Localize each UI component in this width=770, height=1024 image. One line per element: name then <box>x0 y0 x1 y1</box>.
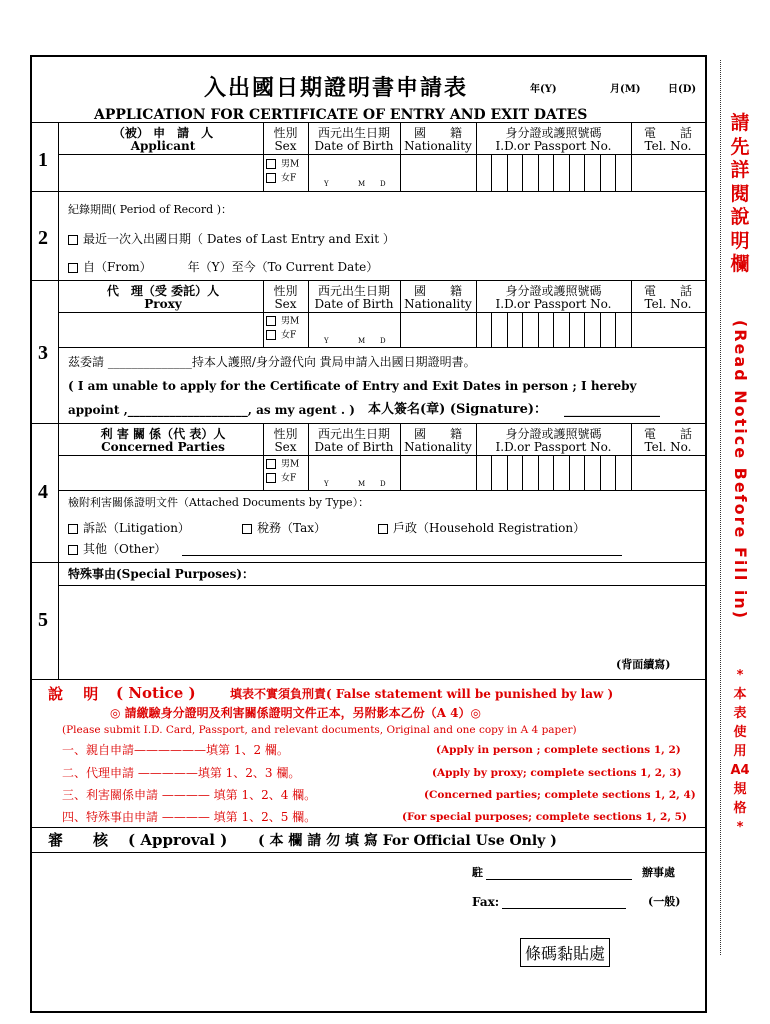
tel-header: 電 話 <box>643 126 692 140</box>
household-option[interactable]: 戶政（Household Registration） <box>378 522 585 534</box>
tax-option[interactable]: 稅務（Tax） <box>242 522 326 534</box>
dob-header: 西元出生日期 <box>317 284 390 298</box>
false-statement-warning: 填表不實須負刑責( False statement will be punished by law ) <box>230 687 614 701</box>
rule-2-zh: 二、代理申請 —————填第 1、2、3 欄。 <box>62 766 301 780</box>
id-header: 身分證或護照號碼 <box>505 284 602 298</box>
application-form <box>30 55 707 1013</box>
section-1-label-zh: （被） 申 請 人 <box>112 126 214 140</box>
checkbox[interactable] <box>242 524 252 534</box>
signature-line[interactable]: ________________ <box>564 403 660 417</box>
id-header-en: I.D.or Passport No. <box>495 139 612 153</box>
sex-male-option[interactable]: 男M <box>266 459 299 470</box>
title-month: 月(M) <box>610 84 641 95</box>
tel-header-en: Tel. No. <box>644 440 692 454</box>
other-option[interactable]: 其他（Other） <box>68 543 166 555</box>
nationality-header: 國 籍 <box>413 427 462 441</box>
checkbox[interactable] <box>266 330 276 340</box>
form-title-zh: 入出國日期證明書申請表 <box>204 75 469 101</box>
side-notice-a4: * 本 表 使 用 A4 規 格 * <box>730 668 750 835</box>
section-1-label-en: Applicant <box>130 139 196 153</box>
sex-female-option[interactable]: 女F <box>266 173 296 184</box>
tel-header-en: Tel. No. <box>644 297 692 311</box>
last-entry-option[interactable]: 最近一次入出國日期（ Dates of Last Entry and Exit ） <box>68 233 395 245</box>
general-label: (一般) <box>648 895 681 908</box>
rule-3-en: (Concerned parties; complete sections 1, 2, 4) <box>424 789 696 801</box>
nationality-header: 國 籍 <box>413 126 462 140</box>
divider <box>32 562 705 563</box>
from-option[interactable]: 自（From） 年（Y）至今（To Current Date） <box>68 261 378 273</box>
divider <box>32 679 705 680</box>
office-suffix: 辦事處 <box>642 866 675 879</box>
rule-4-zh: 四、特殊事由申請 ———— 填第 1、2、5 欄。 <box>62 810 317 824</box>
checkbox[interactable] <box>68 235 78 245</box>
nationality-header: 國 籍 <box>413 284 462 298</box>
side-notice-en-wrap <box>730 282 750 662</box>
side-notice-zh: 請 先 詳 閱 說 明 欄 <box>730 112 750 275</box>
nationality-header-en: Nationality <box>404 139 472 153</box>
dob-y: Y <box>324 180 329 188</box>
section-1-number: 1 <box>38 149 48 171</box>
nationality-header-en: Nationality <box>404 297 472 311</box>
section-4-label-zh: 利 害 關 係（代 表）人 <box>100 427 226 441</box>
fax-line[interactable] <box>502 908 626 909</box>
checkbox[interactable] <box>266 473 276 483</box>
sex-header: 性別 <box>273 284 298 298</box>
approval-title-zh: 審 核 <box>48 831 109 849</box>
id-header-en: I.D.or Passport No. <box>495 440 612 454</box>
rule-1-en: (Apply in person ; complete sections 1, 2) <box>436 744 681 756</box>
notice-title-en: ( Notice ) <box>116 684 196 702</box>
dob-header: 西元出生日期 <box>317 126 390 140</box>
checkbox[interactable] <box>266 159 276 169</box>
rule-1-zh: 一、親自申請——————填第 1、2 欄。 <box>62 743 289 757</box>
fax-label: Fax: <box>472 895 500 909</box>
proxy-line-1: 茲委請 ______________持本人護照/身分證代向 貴局申請入出國日期證明書。 <box>68 355 476 369</box>
tel-header: 電 話 <box>643 284 692 298</box>
side-notice-en: (Read Notice Before Fill in) <box>731 319 750 621</box>
section-4-number: 4 <box>38 481 48 503</box>
sex-female-option[interactable]: 女F <box>266 473 296 484</box>
tel-header-en: Tel. No. <box>644 139 692 153</box>
sex-male-option[interactable]: 男M <box>266 316 299 327</box>
checkbox[interactable] <box>266 316 276 326</box>
submit-docs-en: (Please submit I.D. Card, Passport, and relevant documents, Original and one copy in A 4 paper) <box>62 724 577 736</box>
dob-header-en: Date of Birth <box>314 440 394 454</box>
period-label: 紀錄期間( Period of Record )： <box>68 203 232 216</box>
official-use-note: ( 本 欄 請 勿 填 寫 For Official Use Only ) <box>258 833 557 849</box>
section-4-label-en: Concerned Parties <box>101 440 225 454</box>
title-day: 日(D) <box>668 84 697 95</box>
number-column-line <box>58 122 59 679</box>
checkbox[interactable] <box>378 524 388 534</box>
dob-d: D <box>380 337 386 345</box>
proxy-line-2: ( I am unable to apply for the Certificate of Entry and Exit Dates in person ; I hereby <box>68 379 637 393</box>
id-header: 身分證或護照號碼 <box>505 427 602 441</box>
proxy-line-3: appoint ,____________________, as my agent . ) <box>68 403 355 417</box>
id-header: 身分證或護照號碼 <box>505 126 602 140</box>
section-3-label-zh: 代 理（受 委託）人 <box>106 284 220 298</box>
divider <box>32 852 705 853</box>
checkbox[interactable] <box>266 459 276 469</box>
dob-d: D <box>380 480 386 488</box>
dob-y: Y <box>324 337 329 345</box>
sex-header-en: Sex <box>274 440 297 454</box>
litigation-option[interactable]: 訴訟（Litigation） <box>68 522 190 534</box>
sex-male-option[interactable]: 男M <box>266 159 299 170</box>
sex-female-option[interactable]: 女F <box>266 330 296 341</box>
special-purposes-label: 特殊事由(Special Purposes)： <box>68 567 255 581</box>
tel-header: 電 話 <box>643 427 692 441</box>
checkbox[interactable] <box>266 173 276 183</box>
sex-header: 性別 <box>273 126 298 140</box>
sex-header: 性別 <box>273 427 298 441</box>
checkbox[interactable] <box>68 545 78 555</box>
other-line[interactable] <box>182 555 622 556</box>
dob-d: D <box>380 180 386 188</box>
rule-2-en: (Apply by proxy; complete sections 1, 2, 3) <box>432 767 682 779</box>
dotted-divider <box>720 60 721 955</box>
approval-title-en: ( Approval ) <box>128 831 228 849</box>
dob-header: 西元出生日期 <box>317 427 390 441</box>
dob-y: Y <box>324 480 329 488</box>
section-3-label-en: Proxy <box>144 297 182 311</box>
section-2-number: 2 <box>38 227 48 249</box>
dob-header-en: Date of Birth <box>314 139 394 153</box>
form-title-en: APPLICATION FOR CERTIFICATE OF ENTRY AND EXIT DATES <box>94 107 588 123</box>
dob-m: M <box>358 180 366 188</box>
office-prefix: 駐 <box>472 866 483 879</box>
continue-on-back: (背面續寫) <box>616 658 671 671</box>
section-3-number: 3 <box>38 342 48 364</box>
divider <box>32 827 705 828</box>
rule-3-zh: 三、利害關係申請 ———— 填第 1、2、4 欄。 <box>62 788 317 802</box>
dob-m: M <box>358 480 366 488</box>
notice-title-zh: 說 明 <box>48 685 99 703</box>
attached-docs-label: 檢附利害關係證明文件（Attached Documents by Type）： <box>68 496 370 509</box>
sex-header-en: Sex <box>274 139 297 153</box>
divider <box>32 191 705 192</box>
section-5-number: 5 <box>38 609 48 631</box>
office-line[interactable] <box>486 879 632 880</box>
title-year: 年(Y) <box>530 84 557 95</box>
divider <box>58 585 705 586</box>
rule-4-en: (For special purposes; complete sections 1, 2, 5) <box>402 811 687 823</box>
submit-docs-zh: ◎ 請繳驗身分證明及利害關係證明文件正本，另附影本乙份（A 4）◎ <box>110 706 481 720</box>
nationality-header-en: Nationality <box>404 440 472 454</box>
sex-header-en: Sex <box>274 297 297 311</box>
barcode-area: 條碼黏貼處 <box>520 938 610 967</box>
dob-header-en: Date of Birth <box>314 297 394 311</box>
signature-label: 本人簽名(章) (Signature)： <box>368 402 547 417</box>
dob-m: M <box>358 337 366 345</box>
checkbox[interactable] <box>68 263 78 273</box>
checkbox[interactable] <box>68 524 78 534</box>
id-header-en: I.D.or Passport No. <box>495 297 612 311</box>
